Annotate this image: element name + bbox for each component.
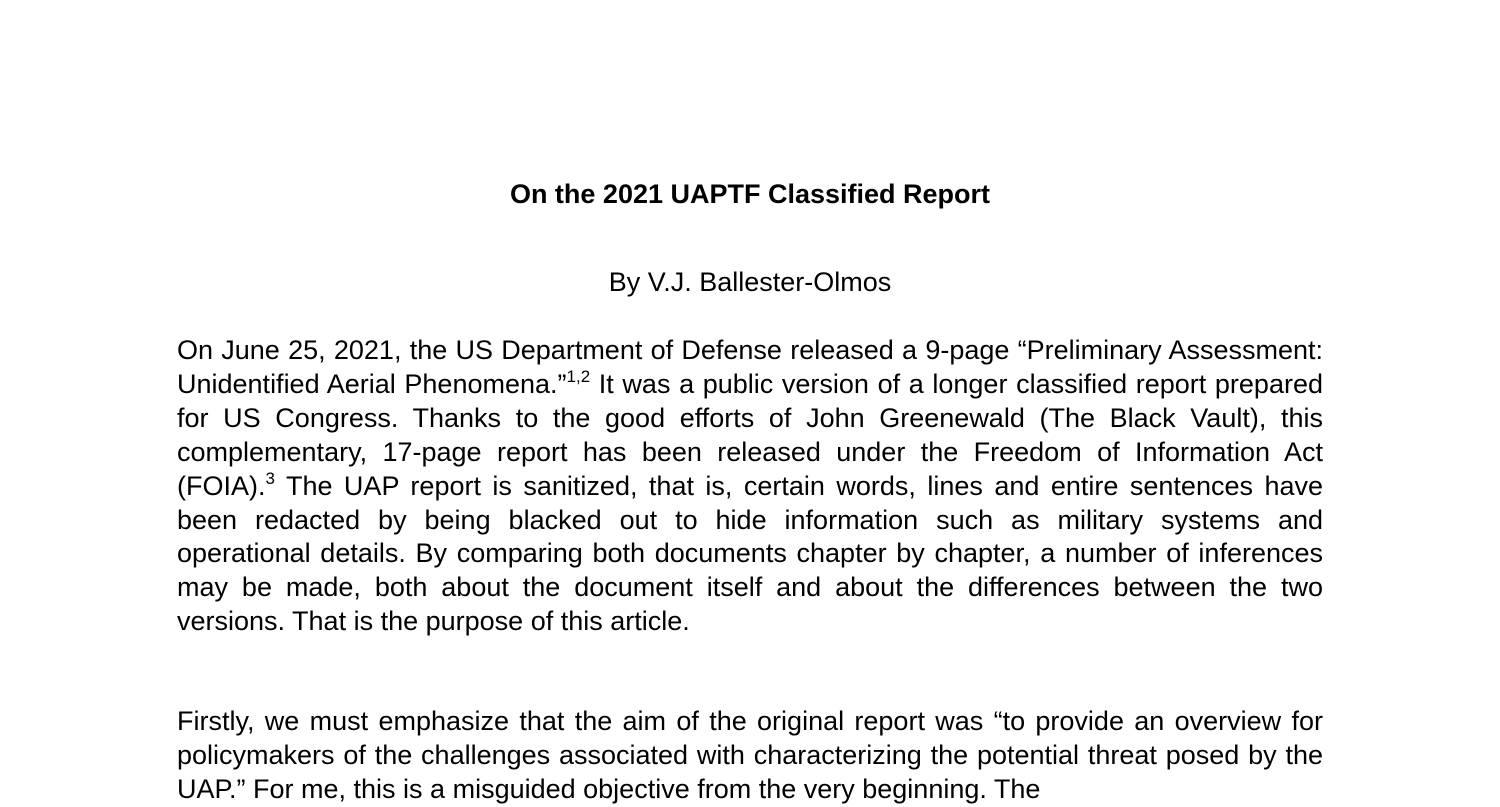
document-title: On the 2021 UAPTF Classified Report <box>509 179 991 209</box>
footnote-ref: 1,2 <box>566 366 591 386</box>
paragraph-text: It was a public version of a longer classified report prepared for US Congress. Thanks to the good efforts of John Greenewald (The Black Vault), this complementary, 17-page report has been released under the Freedom of Information Act (FOIA). <box>177 368 1323 501</box>
paragraph-text: The UAP report is sanitized, that is, certain words, lines and entire sentences have been redacted by being blacked out to hide information such as military systems and operational details. By comparing both documents chapter by chapter, a number of inferences may be made, both about the document itself and about the differences between the two versions. That is the purpose of this article. <box>177 470 1323 637</box>
paragraph-text: Firstly, we must emphasize that the aim of the original report was “to provide an overview for policymakers of the challenges associated with characterizing the potential threat posed by the UAP.” For me, this is a misguided objective from the very beginning. The <box>177 706 1323 804</box>
author-byline: By V.J. Ballester-Olmos <box>608 267 892 297</box>
paragraph-text: On June 25, 2021, the US Department of Defense released a 9-page “Preliminary Assessment: Unidentified Aerial Phenomena.” <box>177 335 1323 399</box>
paragraph-intro <box>177 334 1323 639</box>
paragraph-firstly <box>177 705 1323 807</box>
footnote-ref: 3 <box>265 468 275 488</box>
